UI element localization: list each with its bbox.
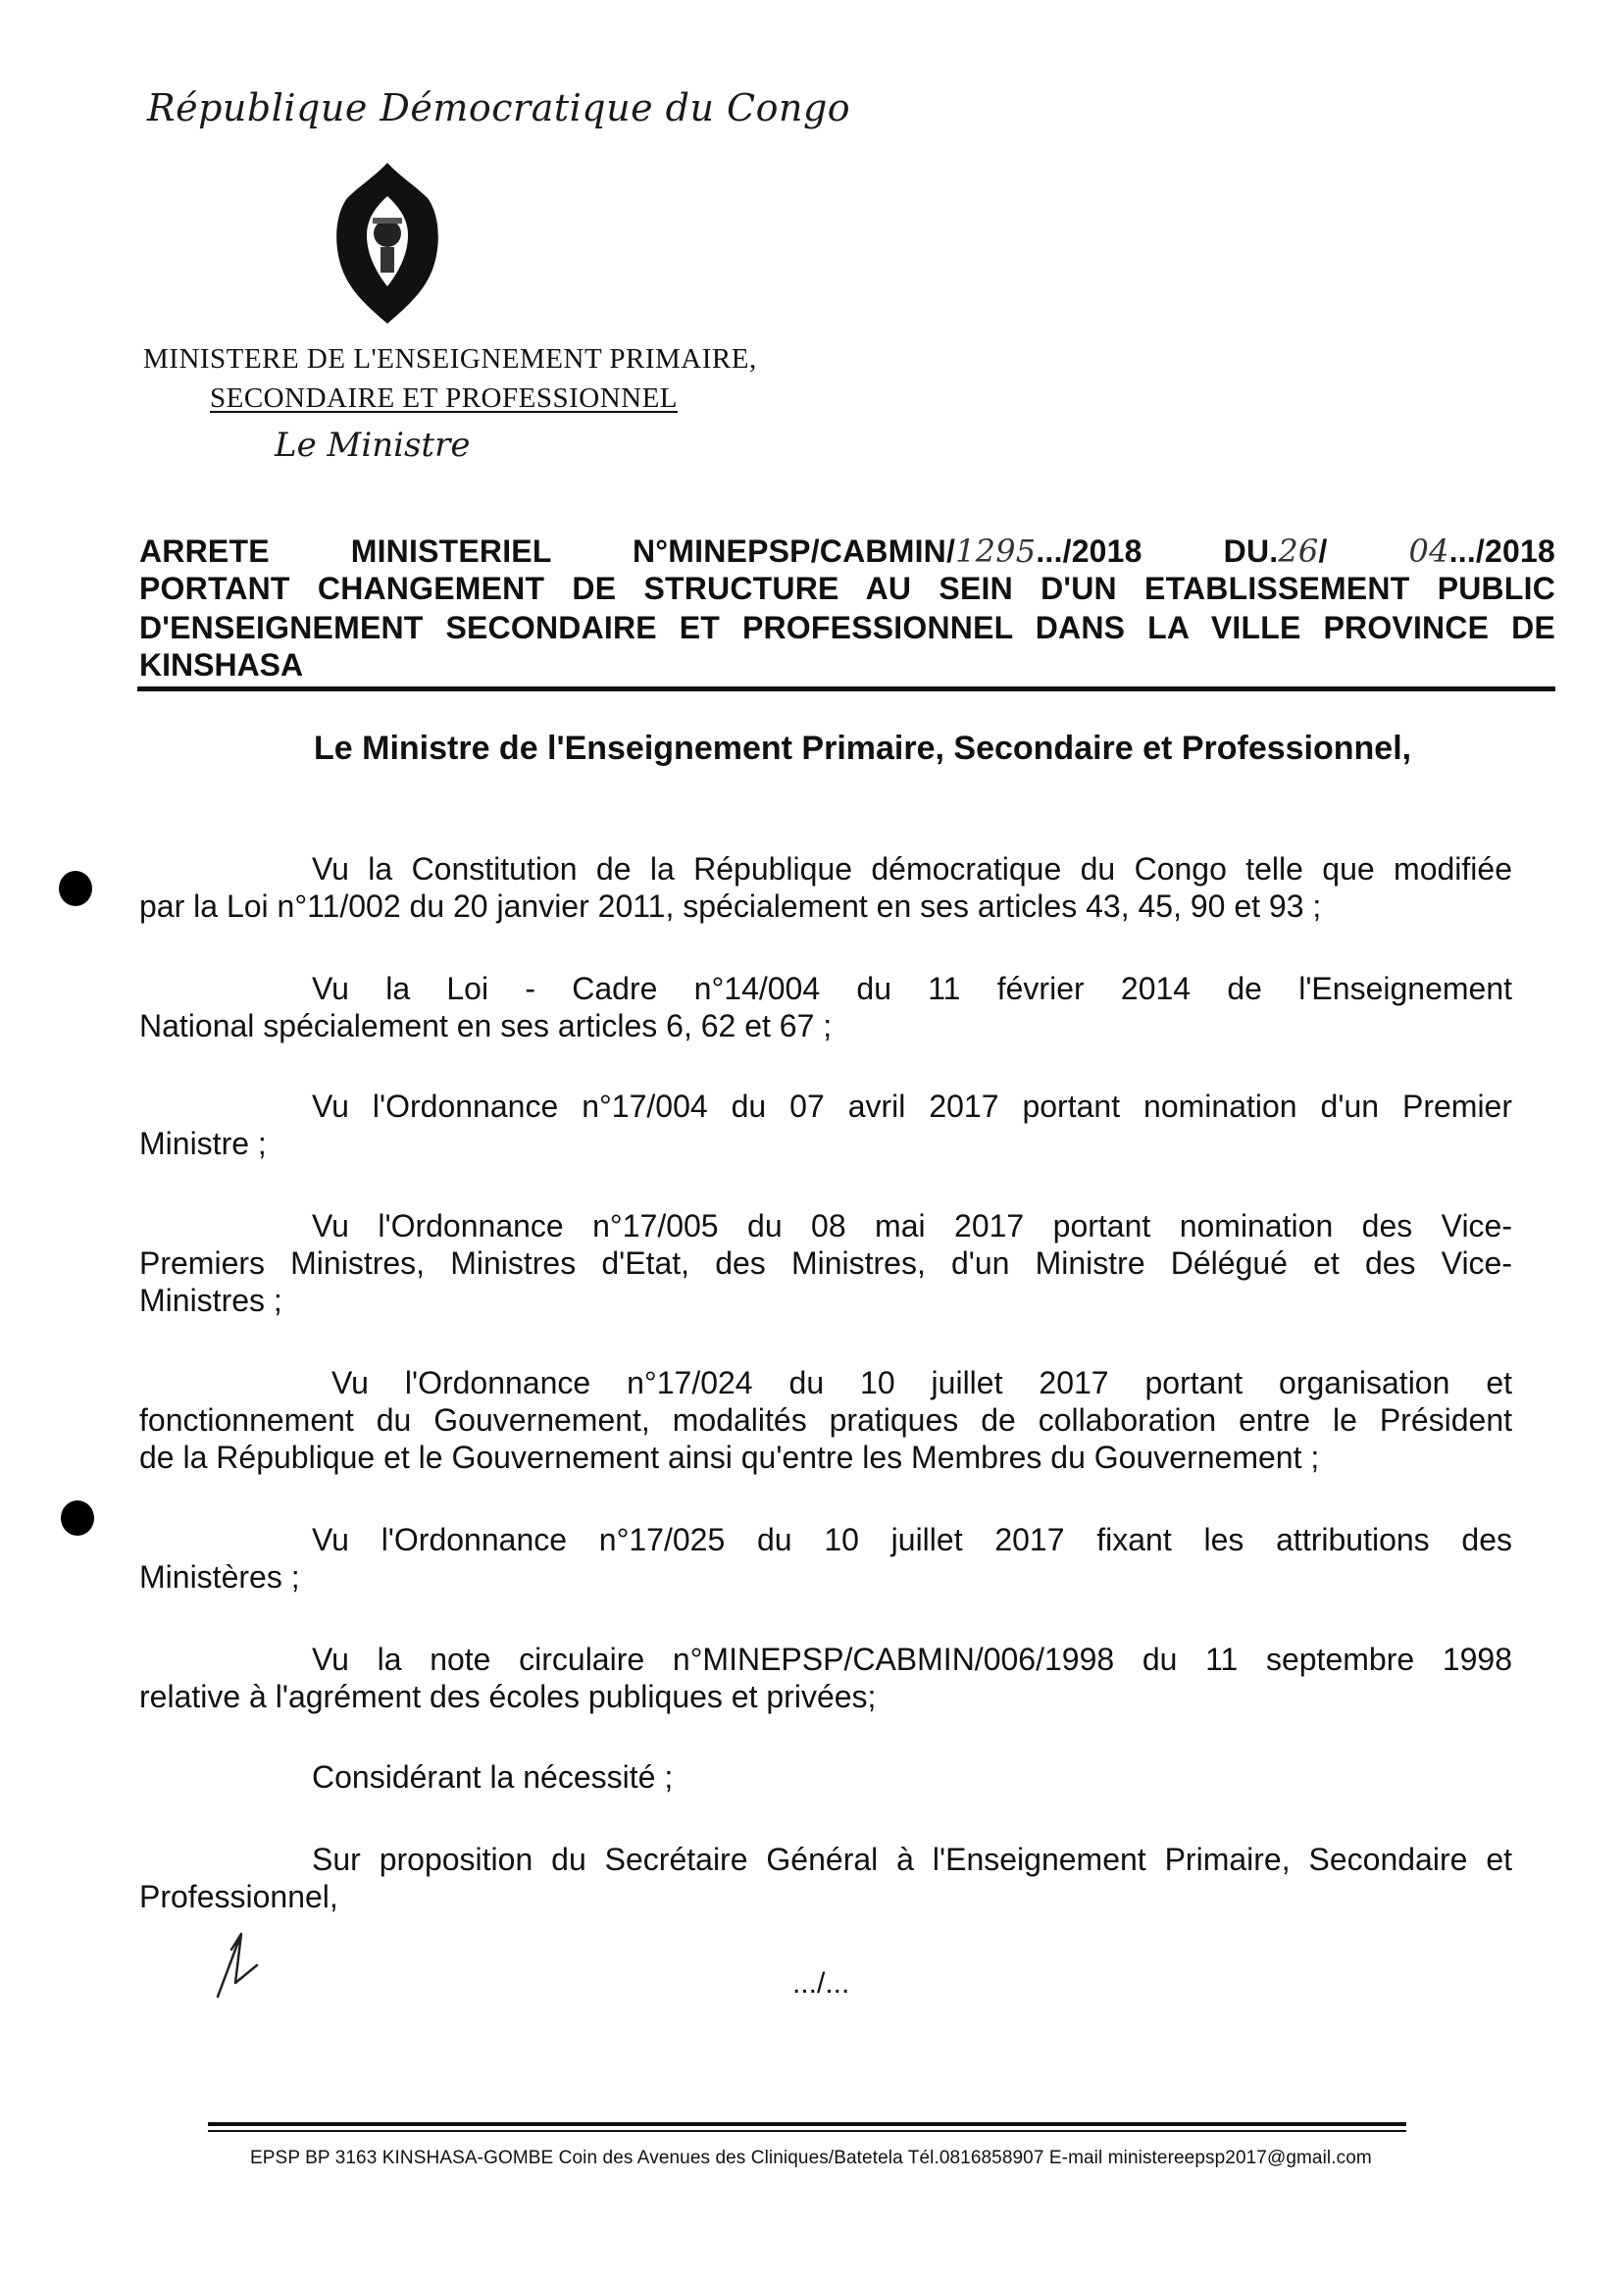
le-ministre-signature-line: Le Ministre <box>275 426 471 465</box>
decree-title-line4: KINSHASA <box>139 647 304 683</box>
republic-heading: République Démocratique du Congo <box>147 86 851 129</box>
p2-line2: National spécialement en ses articles 6, 62 et 67 ; <box>139 1008 833 1043</box>
p5-line3: de la République et le Gouvernement ainsi qu'entre les Membres du Gouvernement ; <box>139 1440 1320 1475</box>
handwritten-initial <box>206 1922 275 2001</box>
coat-of-arms <box>324 157 451 329</box>
p3-line1: Vu l'Ordonnance n°17/004 du 07 avril 2017 portant nomination d'un Premier <box>312 1089 1512 1124</box>
p9-line2: Professionnel, <box>139 1879 338 1914</box>
footer-rule-thick <box>208 2122 1406 2126</box>
decree-day-handwritten: 26 <box>1278 533 1319 570</box>
p1-line2: par la Loi n°11/002 du 20 janvier 2011, spécialement en ses articles 43, 45, 90 et 93 ; <box>139 888 1322 924</box>
punch-hole-top <box>59 871 92 906</box>
p3-line2: Ministre ; <box>139 1126 267 1161</box>
p6-line1: Vu l'Ordonnance n°17/025 du 10 juillet 2017 fixant les attributions des <box>312 1522 1512 1557</box>
p4-line1: Vu l'Ordonnance n°17/005 du 08 mai 2017 portant nomination des Vice- <box>312 1208 1512 1243</box>
continuation-mark: .../... <box>792 1967 850 2000</box>
p5-line1: Vu l'Ordonnance n°17/024 du 10 juillet 2017 portant organisation et <box>331 1365 1512 1400</box>
decree-reference <box>139 532 1555 571</box>
p7-line1: Vu la note circulaire n°MINEPSP/CABMIN/006/1998 du 11 septembre 1998 <box>312 1642 1512 1677</box>
decree-prefix: ARRETE MINISTERIEL N°MINEPSP/CABMIN/ <box>139 533 956 569</box>
punch-hole-bottom <box>61 1500 94 1536</box>
ministry-name-line2: SECONDAIRE ET PROFESSIONNEL <box>210 382 679 414</box>
p8-line1: Considérant la nécessité ; <box>312 1759 674 1795</box>
decree-year: .../2018 DU. <box>1036 533 1279 569</box>
minister-heading: Le Ministre de l'Enseignement Primaire, Secondaire et Professionnel, <box>314 730 1412 767</box>
p5-line2: fonctionnement du Gouvernement, modalités pratiques de collaboration entre le Président <box>139 1402 1512 1438</box>
footer-address: EPSP BP 3163 KINSHASA-GOMBE Coin des Avenues des Cliniques/Batetela Tél.0816858907 E-mail ministereepsp2017@gmail.com <box>250 2148 1372 2168</box>
title-divider <box>137 686 1555 691</box>
p7-line2: relative à l'agrément des écoles publiques et privées; <box>139 1679 877 1714</box>
p6-line2: Ministères ; <box>139 1559 300 1595</box>
decree-title-line2: PORTANT CHANGEMENT DE STRUCTURE AU SEIN D'UN ETABLISSEMENT PUBLIC <box>139 571 1555 606</box>
p2-line1: Vu la Loi - Cadre n°14/004 du 11 février 2014 de l'Enseignement <box>312 971 1512 1006</box>
decree-date-sep: / <box>1318 533 1409 569</box>
footer-rule-thin <box>208 2130 1406 2132</box>
decree-month-handwritten: 04 <box>1408 533 1449 570</box>
decree-number-handwritten: 1295 <box>955 533 1037 570</box>
p1-line1: Vu la Constitution de la République démocratique du Congo telle que modifiée <box>312 851 1512 887</box>
decree-title-line3: D'ENSEIGNEMENT SECONDAIRE ET PROFESSIONNEL DANS LA VILLE PROVINCE DE <box>139 610 1555 645</box>
p4-line2: Premiers Ministres, Ministres d'Etat, des Ministres, d'un Ministre Délégué et des Vice- <box>139 1245 1512 1281</box>
decree-date-year: .../2018 <box>1448 533 1555 569</box>
p9-line1: Sur proposition du Secrétaire Général à l'Enseignement Primaire, Secondaire et <box>312 1842 1512 1877</box>
ministry-name-line1: MINISTERE DE L'ENSEIGNEMENT PRIMAIRE, <box>143 343 757 375</box>
p4-line3: Ministres ; <box>139 1283 282 1318</box>
